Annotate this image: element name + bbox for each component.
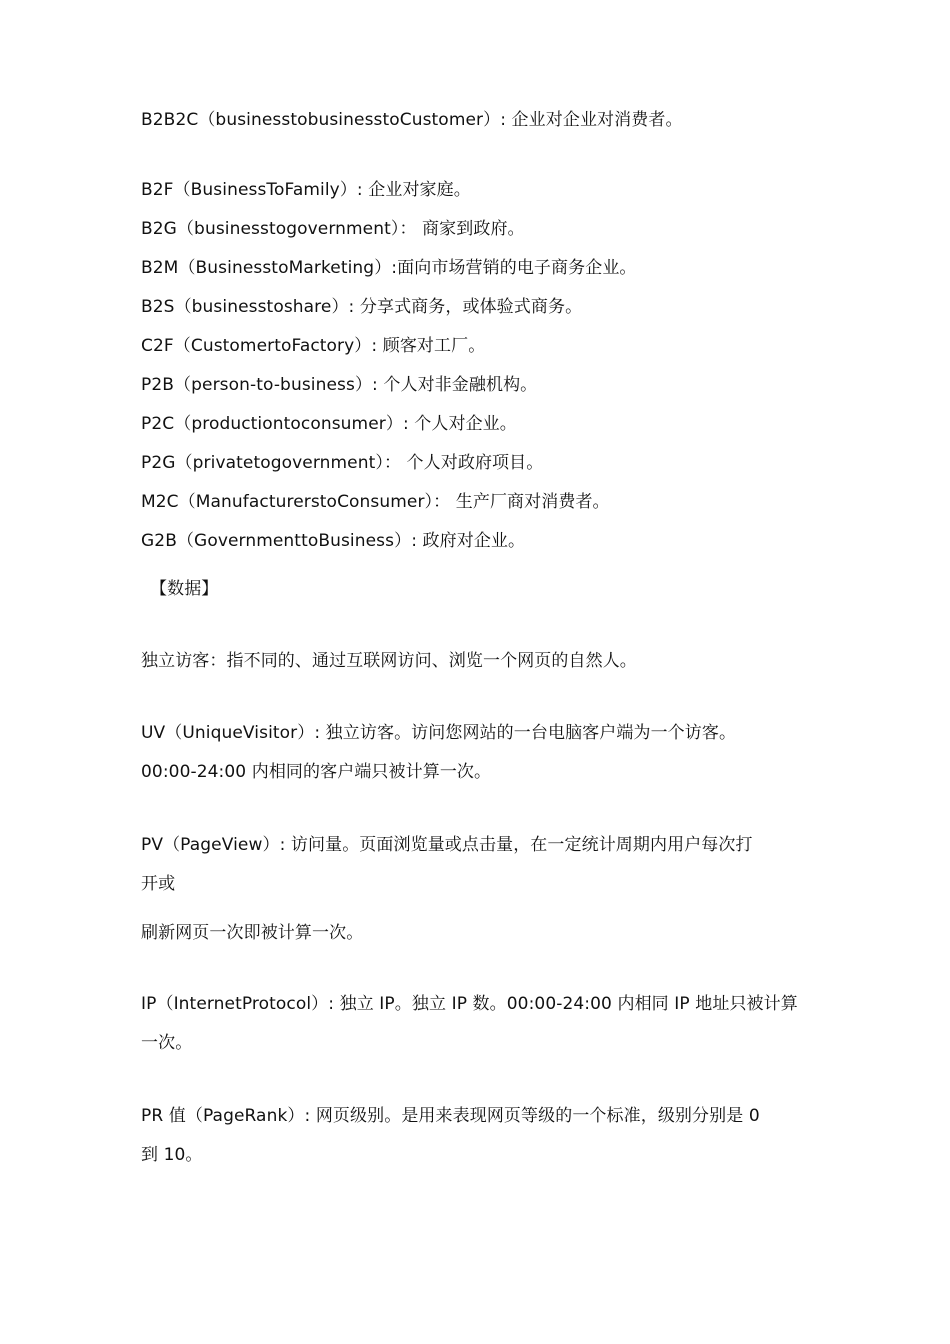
text-line-ip: IP（InternetProtocol）: 独立 IP。独立 IP 数。00:00-24:00 内相同 IP 地址只被计算 — [141, 994, 798, 1014]
text-line-b2s: B2S（businesstoshare）: 分享式商务，或体验式商务。 — [141, 297, 583, 317]
text-line-b2m: B2M（BusinesstoMarketing）:面向市场营销的电子商务企业。 — [141, 258, 637, 278]
text-line-pr-continued: 到 10。 — [141, 1145, 203, 1165]
text-line-uv-continued: 00:00-24:00 内相同的客户端只被计算一次。 — [141, 762, 492, 782]
section-heading-data: 【数据】 — [150, 579, 219, 599]
text-line-uv: UV（UniqueVisitor）: 独立访客。访问您网站的一台电脑客户端为一个访客。 — [141, 723, 737, 743]
text-line-unique-visitor-definition: 独立访客：指不同的、通过互联网访问、浏览一个网页的自然人。 — [141, 651, 637, 671]
text-line-ip-continued: 一次。 — [141, 1033, 193, 1053]
text-line-b2b2c: B2B2C（businesstobusinesstoCustomer）: 企业对企业对消费者。 — [141, 110, 683, 130]
text-line-pv-wrap: 开或 — [141, 874, 176, 894]
text-line-pv: PV（PageView）: 访问量。页面浏览量或点击量，在一定统计周期内用户每次打 — [141, 835, 753, 855]
text-line-p2g: P2G（privatetogovernment）： 个人对政府项目。 — [141, 453, 544, 473]
text-line-pr: PR 值（PageRank）: 网页级别。是用来表现网页等级的一个标准，级别分别是 0 — [141, 1106, 760, 1126]
text-line-b2g: B2G（businesstogovernment）： 商家到政府。 — [141, 219, 525, 239]
text-line-b2f: B2F（BusinessToFamily）: 企业对家庭。 — [141, 180, 471, 200]
text-line-m2c: M2C（ManufacturerstoConsumer）： 生产厂商对消费者。 — [141, 492, 610, 512]
text-line-c2f: C2F（CustomertoFactory）: 顾客对工厂。 — [141, 336, 486, 356]
text-line-pv-continued: 刷新网页一次即被计算一次。 — [141, 923, 364, 943]
text-line-p2c: P2C（productiontoconsumer）: 个人对企业。 — [141, 414, 517, 434]
text-line-p2b: P2B（person-to-business）: 个人对非金融机构。 — [141, 375, 538, 395]
text-line-g2b: G2B（GovernmenttoBusiness）: 政府对企业。 — [141, 531, 526, 551]
